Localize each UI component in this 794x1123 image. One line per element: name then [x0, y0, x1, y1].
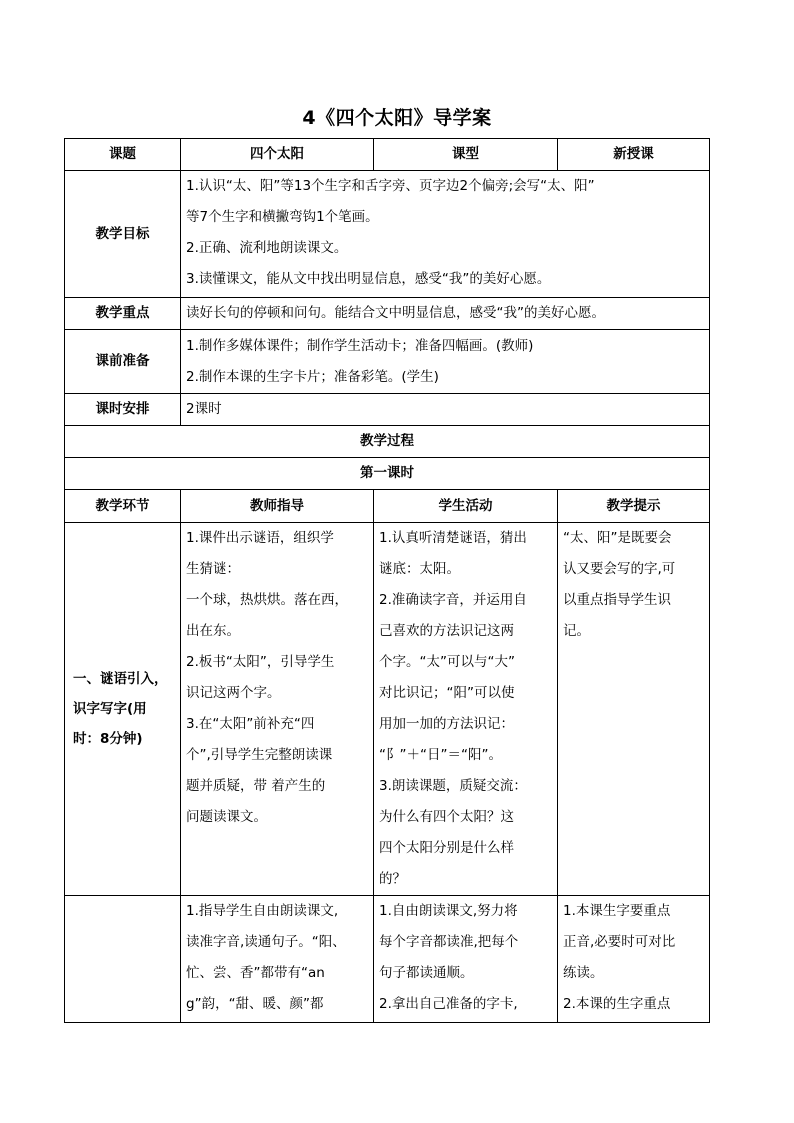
schedule-label: 课时安排 — [65, 394, 181, 426]
prep-label: 课前准备 — [65, 330, 181, 394]
teacher-line: 问题读课文。 — [186, 809, 267, 825]
topic-label: 课题 — [65, 139, 181, 171]
section-2-student — [374, 896, 558, 1023]
column-header-row — [65, 490, 710, 523]
stage-line: 识字写字(用 — [73, 701, 147, 717]
lesson-heading-row — [65, 458, 710, 490]
teacher-line: 读准字音,读通句子。“阳、 — [186, 934, 346, 950]
student-line: 1.认真听清楚谜语，猜出 — [379, 530, 527, 546]
type-value: 新授课 — [558, 139, 710, 171]
topic-value: 四个太阳 — [181, 139, 374, 171]
goal-line: 1.认识“太、阳”等13个生字和舌字旁、页字边2个偏旁;会写“太、阳” — [186, 178, 595, 194]
section-2-teacher — [181, 896, 374, 1023]
lesson-heading: 第一课时 — [65, 458, 710, 490]
hint-line: “太、阳”是既要会 — [563, 530, 672, 546]
student-line: 四个太阳分别是什么样 — [379, 840, 514, 856]
schedule-value: 2课时 — [181, 394, 710, 426]
section-2-stage — [65, 896, 181, 1023]
hint-line: 1.本课生字要重点 — [563, 903, 671, 919]
section-2-hint — [558, 896, 710, 1023]
goals-content — [181, 171, 710, 298]
section-2-row — [65, 896, 710, 1023]
teacher-line: g”韵，“甜、暖、颜”都 — [186, 996, 324, 1012]
section-1-hint — [558, 523, 710, 896]
student-line: 对比识记；“阳”可以使 — [379, 685, 515, 701]
key-points-row — [65, 298, 710, 330]
schedule-row — [65, 394, 710, 426]
student-line: 谜底：太阳。 — [379, 561, 460, 577]
process-heading: 教学过程 — [65, 426, 710, 458]
hint-line: 以重点指导学生识 — [563, 592, 671, 608]
stage-line: 一、谜语引入， — [73, 671, 168, 687]
column-header-student: 学生活动 — [374, 490, 558, 523]
teacher-line: 生猜谜： — [186, 561, 240, 577]
type-label: 课型 — [374, 139, 558, 171]
hint-line: 练读。 — [563, 965, 604, 981]
teacher-line: 识记这两个字。 — [186, 685, 281, 701]
student-line: 的？ — [379, 871, 406, 887]
lesson-plan-table — [64, 138, 710, 1023]
hint-line: 记。 — [563, 623, 590, 639]
key-points-label: 教学重点 — [65, 298, 181, 330]
header-row — [65, 139, 710, 171]
goal-line: 3.读懂课文，能从文中找出明显信息，感受“我”的美好心愿。 — [186, 271, 551, 287]
goal-line: 等7个生字和横撇弯钩1个笔画。 — [186, 209, 379, 225]
student-line: 2.拿出自己准备的字卡, — [379, 996, 518, 1012]
prep-row — [65, 330, 710, 394]
student-line: 每个字音都读准,把每个 — [379, 934, 519, 950]
student-line: 1.自由朗读课文,努力将 — [379, 903, 518, 919]
teacher-line: 2.板书“太阳”，引导学生 — [186, 654, 335, 670]
page-title: 4《四个太阳》导学案 — [302, 107, 492, 129]
hint-line: 正音,必要时可对比 — [563, 934, 676, 950]
section-1-student — [374, 523, 558, 896]
hint-line: 2.本课的生字重点 — [563, 996, 671, 1012]
column-header-teacher: 教师指导 — [181, 490, 374, 523]
column-header-hint: 教学提示 — [558, 490, 710, 523]
stage-line: 时：8分钟) — [73, 731, 143, 747]
teacher-line: 1.指导学生自由朗读课文, — [186, 903, 339, 919]
student-line: “阝”＋“日”＝“阳”。 — [379, 747, 502, 763]
hint-line: 认又要会写的字,可 — [563, 561, 676, 577]
teacher-line: 1.课件出示谜语，组织学 — [186, 530, 334, 546]
goals-row — [65, 171, 710, 298]
student-line: 3.朗读课题，质疑交流： — [379, 778, 527, 794]
student-line: 为什么有四个太阳？这 — [379, 809, 514, 825]
key-points-text: 读好长句的停顿和问句。能结合文中明显信息，感受“我”的美好心愿。 — [181, 298, 710, 330]
teacher-line: 一个球，热烘烘。落在西， — [186, 592, 348, 608]
goals-label: 教学目标 — [65, 171, 181, 298]
goal-line: 2.正确、流利地朗读课文。 — [186, 240, 348, 256]
teacher-line: 3.在“太阳”前补充“四 — [186, 716, 315, 732]
student-line: 2.准确读字音，并运用自 — [379, 592, 527, 608]
section-1-stage — [65, 523, 181, 896]
student-line: 用加一加的方法识记： — [379, 716, 514, 732]
teacher-line: 题并质疑，带 着产生的 — [186, 778, 326, 794]
teacher-line: 出在东。 — [186, 623, 240, 639]
teacher-line: 个”,引导学生完整朗读课 — [186, 747, 333, 763]
student-line: 句子都读通顺。 — [379, 965, 474, 981]
column-header-stage: 教学环节 — [65, 490, 181, 523]
student-line: 己喜欢的方法识记这两 — [379, 623, 514, 639]
prep-line: 2.制作本课的生字卡片；准备彩笔。(学生) — [186, 368, 439, 385]
prep-line: 1.制作多媒体课件；制作学生活动卡；准备四幅画。(教师) — [186, 337, 534, 354]
teacher-line: 忙、尝、香”都带有“an — [186, 965, 325, 981]
section-1-row — [65, 523, 710, 896]
section-1-teacher — [181, 523, 374, 896]
student-line: 个字。“太”可以与“大” — [379, 654, 515, 670]
prep-content — [181, 330, 710, 394]
process-heading-row — [65, 426, 710, 458]
